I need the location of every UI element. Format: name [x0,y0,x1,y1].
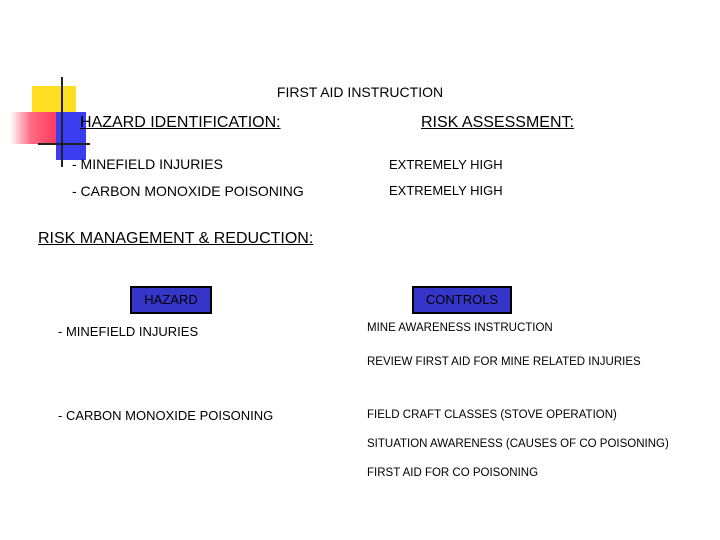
controls-label-box: CONTROLS [412,286,512,314]
rm-control-2-2: SITUATION AWARENESS (CAUSES OF CO POISONING) [367,438,669,450]
assessment-hazard-1: - MINEFIELD INJURIES [72,156,223,172]
rm-control-2-3: FIRST AID FOR CO POISONING [367,467,539,479]
assessment-risk-2: EXTREMELY HIGH [389,183,503,198]
risk-management-heading: RISK MANAGEMENT & REDUCTION: [38,230,314,247]
risk-assessment-heading: RISK ASSESSMENT: [421,114,574,131]
rm-hazard-2: - CARBON MONOXIDE POISONING [58,408,274,423]
decorative-red-bar [10,112,56,144]
assessment-hazard-2: - CARBON MONOXIDE POISONING [72,183,304,199]
hazard-label-box: HAZARD [130,286,212,314]
hazard-identification-heading: HAZARD IDENTIFICATION: [80,114,281,131]
decorative-horizontal-line [38,143,90,145]
rm-hazard-1: - MINEFIELD INJURIES [58,324,199,339]
rm-control-2-1: FIELD CRAFT CLASSES (STOVE OPERATION) [367,409,617,421]
rm-control-1-2: REVIEW FIRST AID FOR MINE RELATED INJURIES [367,356,641,368]
slide-title: FIRST AID INSTRUCTION [276,84,444,100]
rm-control-1-1: MINE AWARENESS INSTRUCTION [367,322,553,334]
assessment-risk-1: EXTREMELY HIGH [389,157,503,172]
